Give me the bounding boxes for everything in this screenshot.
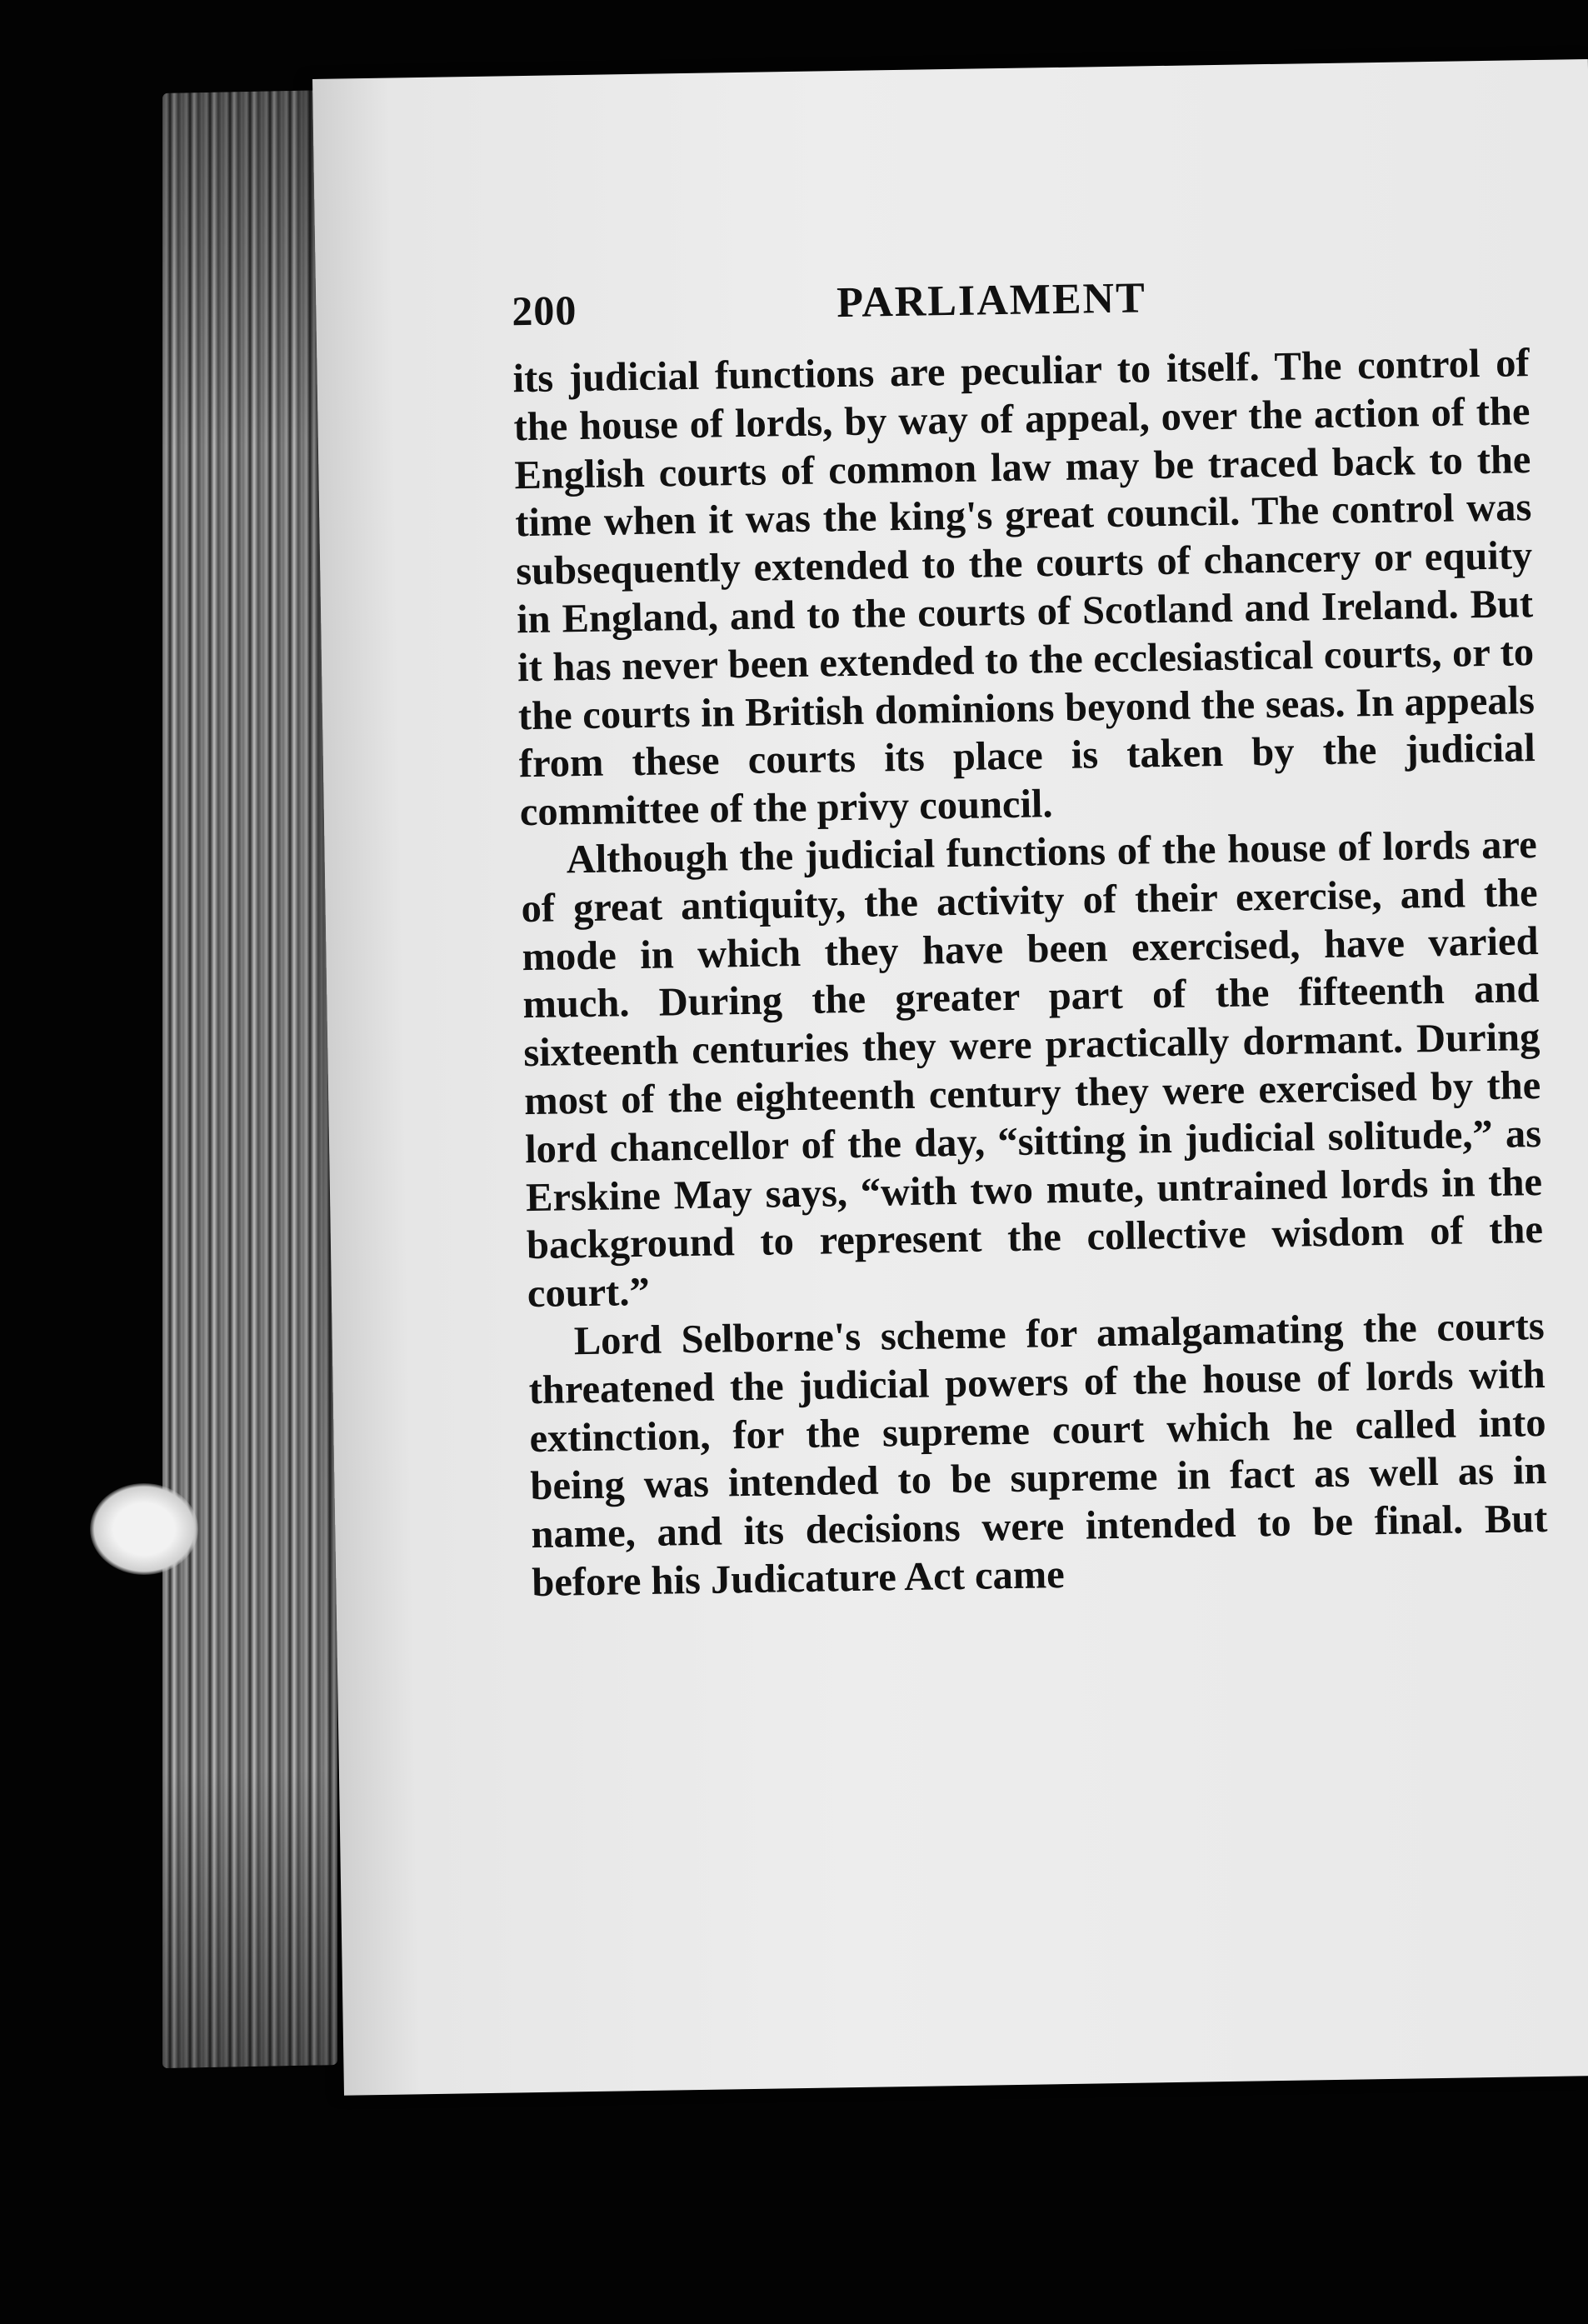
page-header — [512, 256, 1529, 355]
page-content — [512, 256, 1549, 1607]
page-edges — [162, 90, 337, 2068]
book-page — [312, 59, 1588, 2096]
paragraph: its judicial functions are peculiar to itself. The control of the house of lords, by way of appeal, over the action of the English courts of common law may be traced back to the time when it was the king's great council. The control was subsequently extended to the courts of chancery or equity in England, and to the courts of Scotland and Ireland. But it has never been extended to the ecclesiastical courts, or to the courts in British dominions beyond the seas. In appeals from these courts its place is taken by the judicial committee of the privy council. — [512, 341, 1536, 835]
running-head: PARLIAMENT — [836, 274, 1147, 327]
paper-blot — [90, 1483, 198, 1575]
body-text — [512, 339, 1548, 1607]
paragraph: Although the judicial functions of the house of lords are of great antiquity, the activity of their exercise, and the mode in which they have been exercised, have varied much. During the greater part of the fifteenth and sixteenth centuries they were practically dormant. During most of the eighteenth century they were exercised by the lord chancellor of the day, “sitting in judicial solitude,” as Erskine May says, “with two mute, untrained lords in the background to represent the collective wisdom of the court.” — [521, 822, 1544, 1317]
page-number: 200 — [511, 287, 577, 335]
paragraph: Lord Selborne's scheme for amalgamating the courts threatened the judicial powers of the house of lords with extinction, for the supreme court which he called into being was intended to be supreme in fact as well as in name, and its decisions were intended to be final. But before his Judicature Act came — [528, 1303, 1548, 1606]
